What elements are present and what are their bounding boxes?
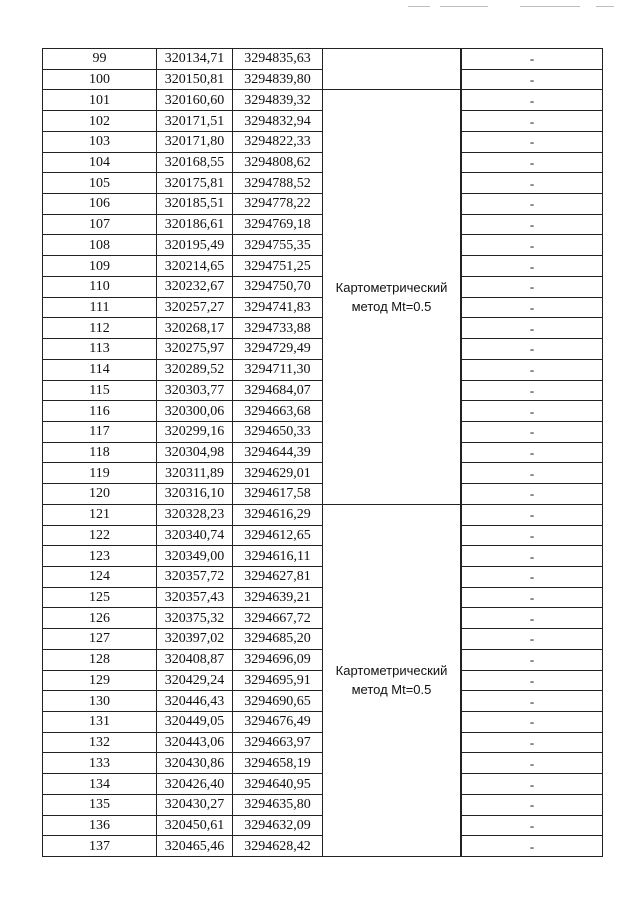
- y-coordinate-cell: 3294658,19: [233, 753, 323, 774]
- x-coordinate-cell: 320446,43: [157, 691, 233, 712]
- y-coordinate-cell: 3294663,97: [233, 732, 323, 753]
- y-coordinate-cell: 3294616,11: [233, 546, 323, 567]
- y-coordinate-cell: 3294627,81: [233, 566, 323, 587]
- y-coordinate-cell: 3294663,68: [233, 401, 323, 422]
- point-number-cell: 124: [43, 566, 157, 587]
- x-coordinate-cell: 320186,61: [157, 214, 233, 235]
- x-coordinate-cell: 320268,17: [157, 318, 233, 339]
- note-cell: -: [462, 111, 603, 132]
- y-coordinate-cell: 3294632,09: [233, 815, 323, 836]
- point-number-cell: 134: [43, 774, 157, 795]
- note-cell: -: [462, 152, 603, 173]
- x-coordinate-cell: 320430,27: [157, 794, 233, 815]
- point-number-cell: 131: [43, 712, 157, 733]
- y-coordinate-cell: 3294639,21: [233, 587, 323, 608]
- note-cell: -: [462, 380, 603, 401]
- x-coordinate-cell: 320300,06: [157, 401, 233, 422]
- x-coordinate-cell: 320257,27: [157, 297, 233, 318]
- method-line-2: метод Mt=0.5: [351, 682, 432, 698]
- y-coordinate-cell: 3294696,09: [233, 649, 323, 670]
- x-coordinate-cell: 320311,89: [157, 463, 233, 484]
- note-cell: -: [462, 608, 603, 629]
- method-cell: [323, 90, 461, 504]
- note-cell: -: [462, 691, 603, 712]
- note-cell: -: [462, 69, 603, 90]
- point-number-cell: 133: [43, 753, 157, 774]
- y-coordinate-cell: 3294667,72: [233, 608, 323, 629]
- y-coordinate-cell: 3294769,18: [233, 214, 323, 235]
- note-cell: -: [462, 753, 603, 774]
- point-number-cell: 115: [43, 380, 157, 401]
- x-coordinate-cell: 320450,61: [157, 815, 233, 836]
- x-coordinate-cell: 320185,51: [157, 194, 233, 215]
- point-number-cell: 102: [43, 111, 157, 132]
- note-cell: -: [462, 649, 603, 670]
- point-number-cell: 105: [43, 173, 157, 194]
- y-coordinate-cell: 3294788,52: [233, 173, 323, 194]
- scan-artifact-lines: [400, 6, 620, 8]
- y-coordinate-cell: 3294778,22: [233, 194, 323, 215]
- y-coordinate-cell: 3294839,32: [233, 90, 323, 111]
- x-coordinate-cell: 320171,51: [157, 111, 233, 132]
- point-number-cell: 107: [43, 214, 157, 235]
- method-line-1: Картометрический: [335, 663, 448, 679]
- point-number-cell: 121: [43, 504, 157, 525]
- note-cell: -: [462, 90, 603, 111]
- point-number-cell: 119: [43, 463, 157, 484]
- note-cell: -: [462, 463, 603, 484]
- x-coordinate-cell: 320303,77: [157, 380, 233, 401]
- note-cell: -: [462, 794, 603, 815]
- method-cell: [323, 49, 461, 90]
- y-coordinate-cell: 3294612,65: [233, 525, 323, 546]
- x-coordinate-cell: 320232,67: [157, 276, 233, 297]
- x-coordinate-cell: 320160,60: [157, 90, 233, 111]
- note-cell: -: [462, 131, 603, 152]
- x-coordinate-cell: 320449,05: [157, 712, 233, 733]
- y-coordinate-cell: 3294808,62: [233, 152, 323, 173]
- coordinates-table-body: [43, 49, 603, 857]
- x-coordinate-cell: 320408,87: [157, 649, 233, 670]
- note-cell: -: [462, 256, 603, 277]
- y-coordinate-cell: 3294628,42: [233, 836, 323, 857]
- point-number-cell: 126: [43, 608, 157, 629]
- y-coordinate-cell: 3294676,49: [233, 712, 323, 733]
- note-cell: -: [462, 587, 603, 608]
- y-coordinate-cell: 3294650,33: [233, 421, 323, 442]
- y-coordinate-cell: 3294729,49: [233, 339, 323, 360]
- y-coordinate-cell: 3294640,95: [233, 774, 323, 795]
- x-coordinate-cell: 320349,00: [157, 546, 233, 567]
- note-cell: -: [462, 421, 603, 442]
- x-coordinate-cell: 320299,16: [157, 421, 233, 442]
- note-cell: -: [462, 732, 603, 753]
- x-coordinate-cell: 320168,55: [157, 152, 233, 173]
- x-coordinate-cell: 320175,81: [157, 173, 233, 194]
- point-number-cell: 113: [43, 339, 157, 360]
- x-coordinate-cell: 320465,46: [157, 836, 233, 857]
- point-number-cell: 104: [43, 152, 157, 173]
- note-cell: -: [462, 670, 603, 691]
- y-coordinate-cell: 3294690,65: [233, 691, 323, 712]
- point-number-cell: 116: [43, 401, 157, 422]
- x-coordinate-cell: 320150,81: [157, 69, 233, 90]
- point-number-cell: 100: [43, 69, 157, 90]
- note-cell: -: [462, 712, 603, 733]
- table-row: [43, 90, 603, 111]
- point-number-cell: 118: [43, 442, 157, 463]
- point-number-cell: 135: [43, 794, 157, 815]
- note-cell: -: [462, 774, 603, 795]
- coordinates-table: [42, 48, 603, 857]
- x-coordinate-cell: 320134,71: [157, 49, 233, 70]
- note-cell: -: [462, 836, 603, 857]
- y-coordinate-cell: 3294617,58: [233, 484, 323, 505]
- x-coordinate-cell: 320275,97: [157, 339, 233, 360]
- y-coordinate-cell: 3294635,80: [233, 794, 323, 815]
- x-coordinate-cell: 320426,40: [157, 774, 233, 795]
- note-cell: -: [462, 235, 603, 256]
- y-coordinate-cell: 3294822,33: [233, 131, 323, 152]
- x-coordinate-cell: 320357,43: [157, 587, 233, 608]
- method-line-1: Картометрический: [335, 280, 448, 296]
- y-coordinate-cell: 3294751,25: [233, 256, 323, 277]
- x-coordinate-cell: 320443,06: [157, 732, 233, 753]
- note-cell: -: [462, 442, 603, 463]
- y-coordinate-cell: 3294835,63: [233, 49, 323, 70]
- y-coordinate-cell: 3294755,35: [233, 235, 323, 256]
- point-number-cell: 123: [43, 546, 157, 567]
- method-cell: [323, 504, 461, 856]
- x-coordinate-cell: 320429,24: [157, 670, 233, 691]
- point-number-cell: 103: [43, 131, 157, 152]
- x-coordinate-cell: 320357,72: [157, 566, 233, 587]
- point-number-cell: 120: [43, 484, 157, 505]
- y-coordinate-cell: 3294695,91: [233, 670, 323, 691]
- x-coordinate-cell: 320214,65: [157, 256, 233, 277]
- note-cell: -: [462, 173, 603, 194]
- note-cell: -: [462, 566, 603, 587]
- table-row: [43, 49, 603, 70]
- x-coordinate-cell: 320375,32: [157, 608, 233, 629]
- note-cell: -: [462, 297, 603, 318]
- point-number-cell: 136: [43, 815, 157, 836]
- table-row: [43, 504, 603, 525]
- point-number-cell: 128: [43, 649, 157, 670]
- point-number-cell: 112: [43, 318, 157, 339]
- point-number-cell: 132: [43, 732, 157, 753]
- y-coordinate-cell: 3294741,83: [233, 297, 323, 318]
- point-number-cell: 109: [43, 256, 157, 277]
- note-cell: -: [462, 525, 603, 546]
- point-number-cell: 117: [43, 421, 157, 442]
- note-cell: -: [462, 318, 603, 339]
- x-coordinate-cell: 320195,49: [157, 235, 233, 256]
- x-coordinate-cell: 320430,86: [157, 753, 233, 774]
- x-coordinate-cell: 320289,52: [157, 359, 233, 380]
- note-cell: -: [462, 194, 603, 215]
- point-number-cell: 137: [43, 836, 157, 857]
- point-number-cell: 130: [43, 691, 157, 712]
- point-number-cell: 110: [43, 276, 157, 297]
- note-cell: -: [462, 484, 603, 505]
- y-coordinate-cell: 3294750,70: [233, 276, 323, 297]
- x-coordinate-cell: 320340,74: [157, 525, 233, 546]
- point-number-cell: 129: [43, 670, 157, 691]
- note-cell: -: [462, 359, 603, 380]
- y-coordinate-cell: 3294711,30: [233, 359, 323, 380]
- x-coordinate-cell: 320316,10: [157, 484, 233, 505]
- point-number-cell: 125: [43, 587, 157, 608]
- y-coordinate-cell: 3294685,20: [233, 629, 323, 650]
- note-cell: -: [462, 49, 603, 70]
- note-cell: -: [462, 214, 603, 235]
- point-number-cell: 99: [43, 49, 157, 70]
- note-cell: -: [462, 546, 603, 567]
- point-number-cell: 127: [43, 629, 157, 650]
- note-cell: -: [462, 276, 603, 297]
- point-number-cell: 114: [43, 359, 157, 380]
- point-number-cell: 101: [43, 90, 157, 111]
- point-number-cell: 122: [43, 525, 157, 546]
- x-coordinate-cell: 320171,80: [157, 131, 233, 152]
- note-cell: -: [462, 629, 603, 650]
- x-coordinate-cell: 320397,02: [157, 629, 233, 650]
- y-coordinate-cell: 3294839,80: [233, 69, 323, 90]
- y-coordinate-cell: 3294629,01: [233, 463, 323, 484]
- note-cell: -: [462, 339, 603, 360]
- note-cell: -: [462, 401, 603, 422]
- point-number-cell: 106: [43, 194, 157, 215]
- y-coordinate-cell: 3294832,94: [233, 111, 323, 132]
- note-cell: -: [462, 504, 603, 525]
- y-coordinate-cell: 3294616,29: [233, 504, 323, 525]
- x-coordinate-cell: 320328,23: [157, 504, 233, 525]
- point-number-cell: 111: [43, 297, 157, 318]
- y-coordinate-cell: 3294644,39: [233, 442, 323, 463]
- method-line-2: метод Mt=0.5: [351, 299, 432, 315]
- point-number-cell: 108: [43, 235, 157, 256]
- y-coordinate-cell: 3294733,88: [233, 318, 323, 339]
- y-coordinate-cell: 3294684,07: [233, 380, 323, 401]
- x-coordinate-cell: 320304,98: [157, 442, 233, 463]
- note-cell: -: [462, 815, 603, 836]
